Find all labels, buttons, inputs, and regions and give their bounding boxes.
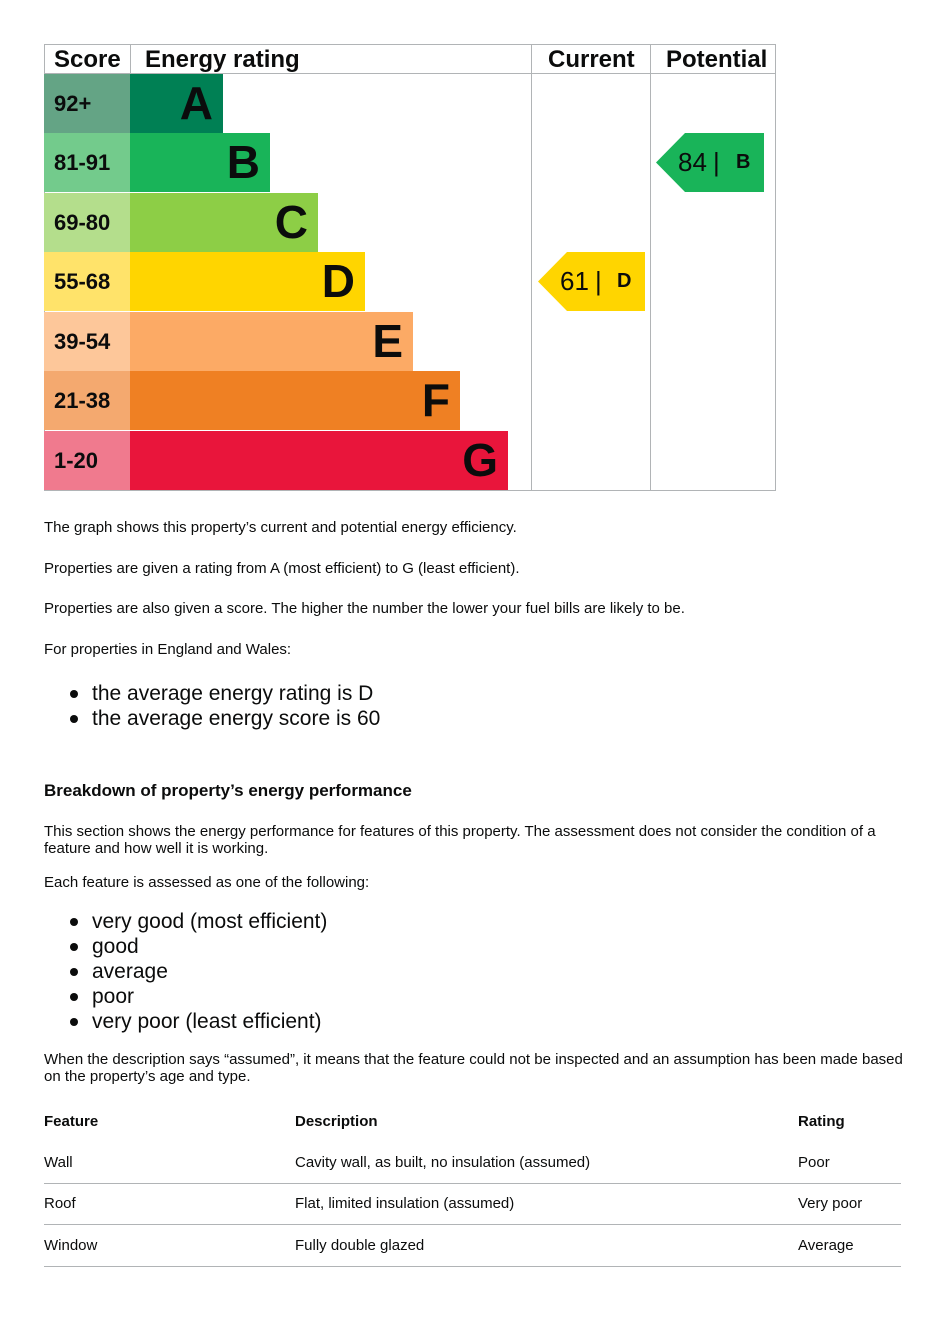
level-bullet xyxy=(92,984,134,1009)
header-potential: Potential xyxy=(666,46,768,73)
band-bar-b xyxy=(130,133,270,192)
row-divider xyxy=(44,1183,901,1184)
intro-paragraph-2: Properties are given a rating from A (most efficient) to G (least efficient). xyxy=(44,560,520,577)
table-header-description: Description xyxy=(295,1113,378,1130)
bullet-dot xyxy=(70,1018,78,1026)
breakdown-paragraph-1: This section shows the energy performance for features of this property. The assessment does not consider the condition of a feature and how well it is working. xyxy=(44,823,876,857)
rating-cell: Poor xyxy=(798,1154,830,1171)
potential-rating-arrow xyxy=(656,133,764,192)
band-bar-c xyxy=(130,193,318,252)
feature-cell: Roof xyxy=(44,1195,76,1212)
header-current: Current xyxy=(548,46,635,73)
bullet-dot xyxy=(70,918,78,926)
band-bar-f xyxy=(130,371,460,430)
potential-separator: | xyxy=(713,147,720,177)
band-score-f: 21-38 xyxy=(44,371,130,430)
band-score-b: 81-91 xyxy=(44,133,130,192)
rating-cell: Very poor xyxy=(798,1195,863,1212)
description-cell: Flat, limited insulation (assumed) xyxy=(295,1195,515,1212)
band-letter-f: F xyxy=(421,374,450,426)
bullet-dot xyxy=(70,943,78,951)
band-letter-g: G xyxy=(462,434,498,486)
current-letter: D xyxy=(617,270,632,292)
average-bullet xyxy=(92,681,373,706)
bullet-dot xyxy=(70,690,78,698)
band-bar-g xyxy=(130,431,508,490)
band-letter-e: E xyxy=(372,315,403,367)
level-bullet xyxy=(92,909,327,934)
band-score-a: 92+ xyxy=(44,74,130,133)
bullet-text: good xyxy=(92,935,139,958)
feature-cell: Wall xyxy=(44,1154,73,1171)
band-score-e: 39-54 xyxy=(44,312,130,371)
energy-rating-chart xyxy=(44,44,776,491)
intro-paragraph-4: For properties in England and Wales: xyxy=(44,641,292,658)
header-score: Score xyxy=(54,46,121,73)
band-letter-a: A xyxy=(179,77,213,129)
bullet-text: average xyxy=(92,960,168,983)
intro-paragraph-3: Properties are also given a score. The higher the number the lower your fuel bills are likely to be. xyxy=(44,600,685,617)
band-bar-a xyxy=(130,74,223,133)
bullet-text: the average energy rating is D xyxy=(92,682,374,705)
table-header-feature: Feature xyxy=(44,1113,99,1130)
description-cell: Cavity wall, as built, no insulation (assumed) xyxy=(295,1154,591,1171)
band-letter-b: B xyxy=(226,136,260,188)
bullet-text: poor xyxy=(92,985,135,1008)
breakdown-heading: Breakdown of property’s energy performance xyxy=(44,781,412,800)
feature-cell: Window xyxy=(44,1237,98,1254)
band-bar-d xyxy=(130,252,365,311)
intro-paragraph-1: The graph shows this property’s current and potential energy efficiency. xyxy=(44,519,517,536)
band-score-g: 1-20 xyxy=(44,431,130,490)
band-bar-e xyxy=(130,312,413,371)
band-score-c: 69-80 xyxy=(44,193,130,252)
level-bullet xyxy=(92,959,168,984)
current-rating-arrow xyxy=(538,252,645,311)
bullet-text: very poor (least efficient) xyxy=(92,1010,322,1033)
description-cell: Fully double glazed xyxy=(295,1237,425,1254)
level-bullet xyxy=(92,934,139,959)
bullet-text: very good (most efficient) xyxy=(92,910,328,933)
potential-letter: B xyxy=(736,151,751,173)
header-energy-rating: Energy rating xyxy=(145,46,300,73)
row-divider xyxy=(44,1266,901,1267)
bullet-dot xyxy=(70,993,78,1001)
breakdown-paragraph-3: When the description says “assumed”, it means that the feature could not be inspected and an assumption has been made based on the property’s age and type. xyxy=(44,1051,903,1085)
bullet-text: the average energy score is 60 xyxy=(92,707,381,730)
table-header-rating: Rating xyxy=(798,1113,845,1130)
band-score-d: 55-68 xyxy=(44,252,130,311)
potential-score: 84 xyxy=(678,147,707,177)
rating-cell: Average xyxy=(798,1237,854,1254)
current-score: 61 xyxy=(560,266,589,296)
band-letter-c: C xyxy=(274,196,308,248)
bullet-dot xyxy=(70,968,78,976)
breakdown-paragraph-2: Each feature is assessed as one of the following: xyxy=(44,874,370,891)
band-letter-d: D xyxy=(321,255,355,307)
current-separator: | xyxy=(595,266,602,296)
level-bullet xyxy=(92,1009,322,1034)
average-bullet xyxy=(92,706,380,731)
bullet-dot xyxy=(70,715,78,723)
row-divider xyxy=(44,1224,901,1225)
